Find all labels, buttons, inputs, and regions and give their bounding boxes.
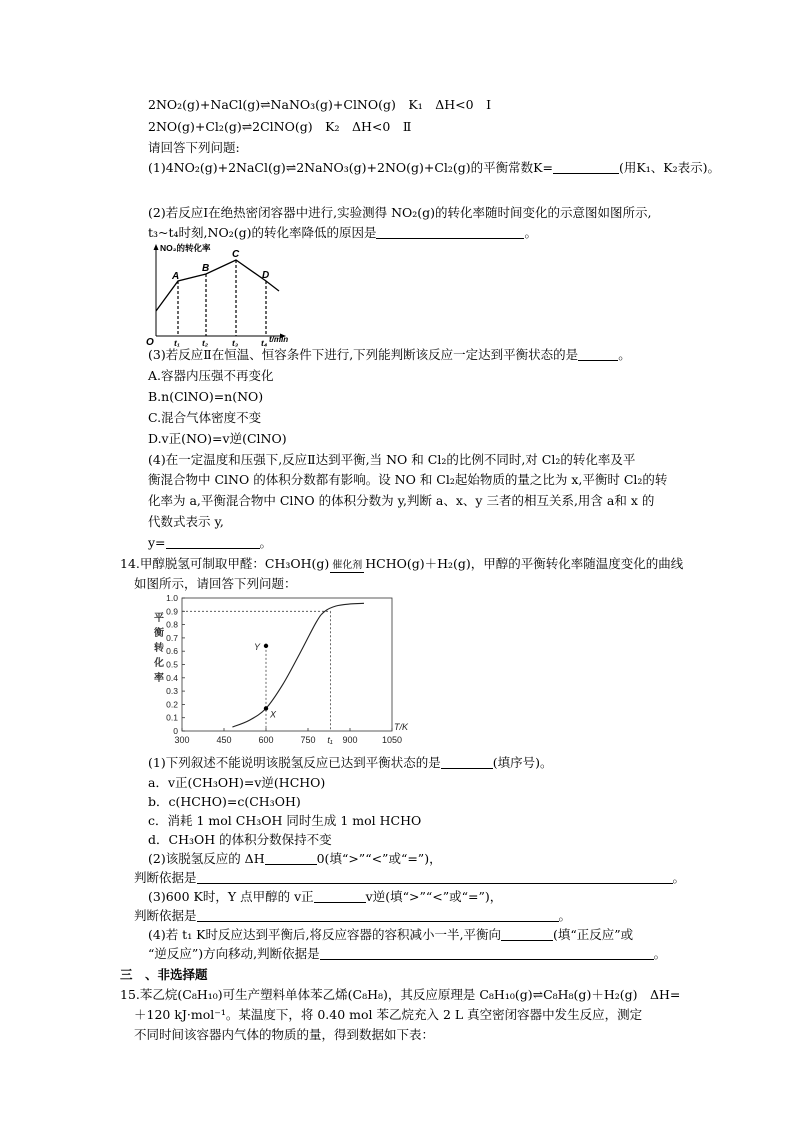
arrow-line-icon: [330, 572, 364, 573]
q14-sub3: [148, 889, 502, 905]
q15-line3: 不同时间该容器内气体的物质的量，得到数据如下表：: [134, 1027, 435, 1042]
option-d: D.v正(NO)=v逆(ClNO): [148, 431, 287, 446]
point-y: [264, 644, 268, 648]
y-label: y=: [148, 535, 166, 550]
y-axis-label-char: 衡: [154, 628, 164, 639]
q14-sub1-tail: (填序号)。: [492, 755, 553, 770]
q15-line1: 15.苯乙烷(C₈H₁₀)可生产塑料单体苯乙烯(C₈H₈)，其反应原理是 C₈H₁₀(g)⇌C₈H₈(g)＋H₂(g) ΔH=: [120, 987, 681, 1002]
q14-sub4-text: (4)若 t₁ K时反应达到平衡后,将反应容器的容积减小一半,平衡向: [148, 927, 501, 942]
q14-sub3-mid: v逆(填“>”“<”或“=”)，: [365, 889, 503, 904]
q13-part2-line1: (2)若反应Ⅰ在绝热密闭容器中进行,实验测得 NO₂(g)的转化率随时间变化的示意图如图所示,: [148, 205, 652, 220]
q13-part1: [148, 160, 720, 176]
answer-blank[interactable]: [376, 226, 524, 239]
y-axis-arrow-icon: [154, 244, 159, 250]
q14-sub2-text: (2)该脱氢反应的 ΔH: [148, 851, 265, 866]
y-axis-label-char: 率: [154, 673, 164, 684]
point-y-label: Y: [254, 641, 261, 652]
q14-title-a: 14.甲醇脱氢可制取甲醛：CH₃OH(g): [120, 556, 330, 571]
answer-blank[interactable]: [441, 756, 493, 769]
q14-title-line2: 如图所示，请回答下列问题：: [134, 576, 297, 591]
option-a: A.容器内压强不再变化: [148, 368, 274, 383]
fig1-ylabel: NO₂的转化率: [160, 243, 211, 253]
methanol-conversion-chart: [140, 590, 410, 752]
answer-blank[interactable]: [320, 947, 654, 960]
q14-sub3-basis: [134, 908, 571, 924]
answer-blank[interactable]: [314, 890, 366, 903]
equation-1: 2NO₂(g)+NaCl(g)⇌NaNO₃(g)+ClNO(g) K₁ ΔH<0 Ⅰ: [148, 97, 492, 112]
conversion-curve: [156, 260, 279, 311]
q13-part2-line2: [148, 225, 537, 241]
point-x-label: X: [270, 709, 277, 720]
q13-part3: [148, 347, 631, 363]
q14-sub2-basis: [134, 870, 685, 886]
y-axis-label-char: 化: [154, 658, 164, 669]
x-tick-label: 450: [216, 735, 232, 745]
q14-sub3-end: 。: [558, 908, 572, 923]
t1-tick-label: t₁: [327, 735, 333, 745]
point-x: [264, 706, 268, 710]
x-axis-unit: T/K: [394, 722, 409, 732]
point-d: D: [262, 270, 270, 281]
x-tick-label: 600: [258, 735, 274, 745]
q14-sub2: [148, 851, 442, 867]
answer-blank[interactable]: [197, 909, 559, 922]
q14-sub2-tail: 0(填“>”“<”或“=”)，: [316, 851, 442, 866]
q13-part4-tail: 。: [259, 535, 273, 550]
catalyst-label: 催化剂: [332, 560, 363, 571]
q14-opt-b: b．c(HCHO)=c(CH₃OH): [148, 794, 301, 809]
x-tick-label: 900: [342, 735, 358, 745]
y-tick-label: 1.0: [166, 593, 178, 603]
point-b: B: [202, 263, 210, 274]
q14-sub2-basis-label: 判断依据是: [134, 870, 197, 885]
option-c: C.混合气体密度不变: [148, 410, 262, 425]
q15-line2: ＋120 kJ·mol⁻¹。某温度下，将 0.40 mol 苯乙烷充入 2 L 真空密闭容器中发生反应，测定: [134, 1007, 643, 1022]
x-tick-label: 1050: [381, 735, 403, 745]
origin-label: O: [146, 337, 154, 348]
tick-t1: t₁: [174, 338, 180, 348]
q14-opt-a: a．v正(CH₃OH)=v逆(HCHO): [148, 775, 326, 790]
y-tick-label: 0.1: [166, 712, 178, 723]
answer-blank[interactable]: [578, 348, 618, 361]
q14-opt-d: d．CH₃OH 的体积分数保持不变: [148, 832, 332, 847]
q13-part4-answer: [148, 535, 272, 551]
q14-sub4-line1: [148, 927, 633, 943]
y-tick-label: 0.3: [166, 686, 178, 697]
y-tick-label: 0: [173, 726, 178, 736]
fig1-xunit: t/min: [269, 335, 289, 344]
x-tick-label: 300: [174, 735, 190, 745]
q14-sub4-line2: [148, 946, 666, 962]
equation-2: 2NO(g)+Cl₂(g)⇌2ClNO(g) K₂ ΔH<0 Ⅱ: [148, 119, 412, 134]
y-tick-label: 0.2: [166, 699, 178, 710]
q14-title-line1: [120, 556, 683, 573]
q14-sub3-text: (3)600 K时，Y 点甲醇的 v正: [148, 889, 314, 904]
answer-blank[interactable]: [501, 928, 553, 941]
q14-sub1: [148, 755, 552, 771]
q14-sub4-line2-text: “逆反应”)方向移动,判断依据是: [148, 946, 320, 961]
no2-conversion-figure: [142, 240, 292, 348]
q14-opt-c: c．消耗 1 mol CH₃OH 同时生成 1 mol HCHO: [148, 813, 422, 828]
q14-sub4-tail: (填“正反应”或: [552, 927, 634, 942]
catalyst-arrow: [329, 561, 365, 573]
q13-part4-line2: 衡混合物中 ClNO 的体积分数都有影响。设 NO 和 Cl₂起始物质的量之比为 x,平衡时 Cl₂的转: [148, 472, 668, 487]
answer-blank[interactable]: [166, 536, 260, 549]
option-b: B.n(ClNO)=n(NO): [148, 389, 264, 404]
point-a: A: [172, 271, 180, 282]
y-tick-label: 0.9: [166, 606, 178, 617]
q14-sub3-basis-label: 判断依据是: [134, 908, 197, 923]
q14-sub4-end: 。: [653, 946, 667, 961]
tick-t2: t₂: [202, 338, 209, 348]
y-axis-label-char: 平: [154, 613, 164, 624]
y-tick-label: 0.8: [166, 619, 178, 630]
x-tick-label: 750: [300, 735, 316, 745]
q13-part4-line1: (4)在一定温度和压强下,反应Ⅱ达到平衡,当 NO 和 Cl₂的比例不同时,对 Cl₂的转化率及平: [148, 452, 636, 467]
q14-title-b: HCHO(g)＋H₂(g)，甲醇的平衡转化率随温度变化的曲线: [365, 556, 684, 571]
answer-blank[interactable]: [197, 871, 673, 884]
y-tick-label: 0.4: [166, 672, 178, 683]
y-tick-label: 0.6: [166, 646, 178, 657]
q14-sub2-end: 。: [672, 870, 686, 885]
q13-part3-tail: 。: [618, 347, 631, 362]
plot-frame: [182, 598, 392, 731]
q13-part1-text: (1)4NO₂(g)+2NaCl(g)⇌2NaNO₃(g)+2NO(g)+Cl₂(g)的平衡常数K=: [148, 160, 553, 175]
q14-sub1-text: (1)下列叙述不能说明该脱氢反应已达到平衡状态的是: [148, 755, 441, 770]
q13-part4-line4: 代数式表示 y,: [148, 514, 224, 529]
conversion-curve: [232, 603, 364, 727]
tick-t4: t₄: [261, 338, 268, 348]
q13-part2-text: t₃~t₄时刻,NO₂(g)的转化率降低的原因是: [148, 225, 377, 240]
answer-blank[interactable]: [553, 161, 619, 174]
answer-blank[interactable]: [265, 852, 317, 865]
q13-part2-tail: 。: [524, 225, 537, 240]
y-axis-label-char: 转: [154, 643, 164, 654]
prompt: 请回答下列问题:: [148, 140, 240, 155]
section-title: 三 、非选择题: [120, 967, 208, 982]
q13-part1-tail: (用K₁、K₂表示)。: [619, 160, 720, 175]
y-tick-label: 0.7: [166, 632, 178, 643]
tick-t3: t₃: [232, 338, 239, 348]
q13-part3-text: (3)若反应Ⅱ在恒温、恒容条件下进行,下列能判断该反应一定达到平衡状态的是: [148, 347, 579, 362]
y-tick-label: 0.5: [166, 659, 178, 670]
point-c: C: [232, 249, 240, 260]
q13-part4-line3: 化率为 a,平衡混合物中 ClNO 的体积分数为 y,判断 a、x、y 三者的相互关系,用含 a和 x 的: [148, 493, 655, 508]
